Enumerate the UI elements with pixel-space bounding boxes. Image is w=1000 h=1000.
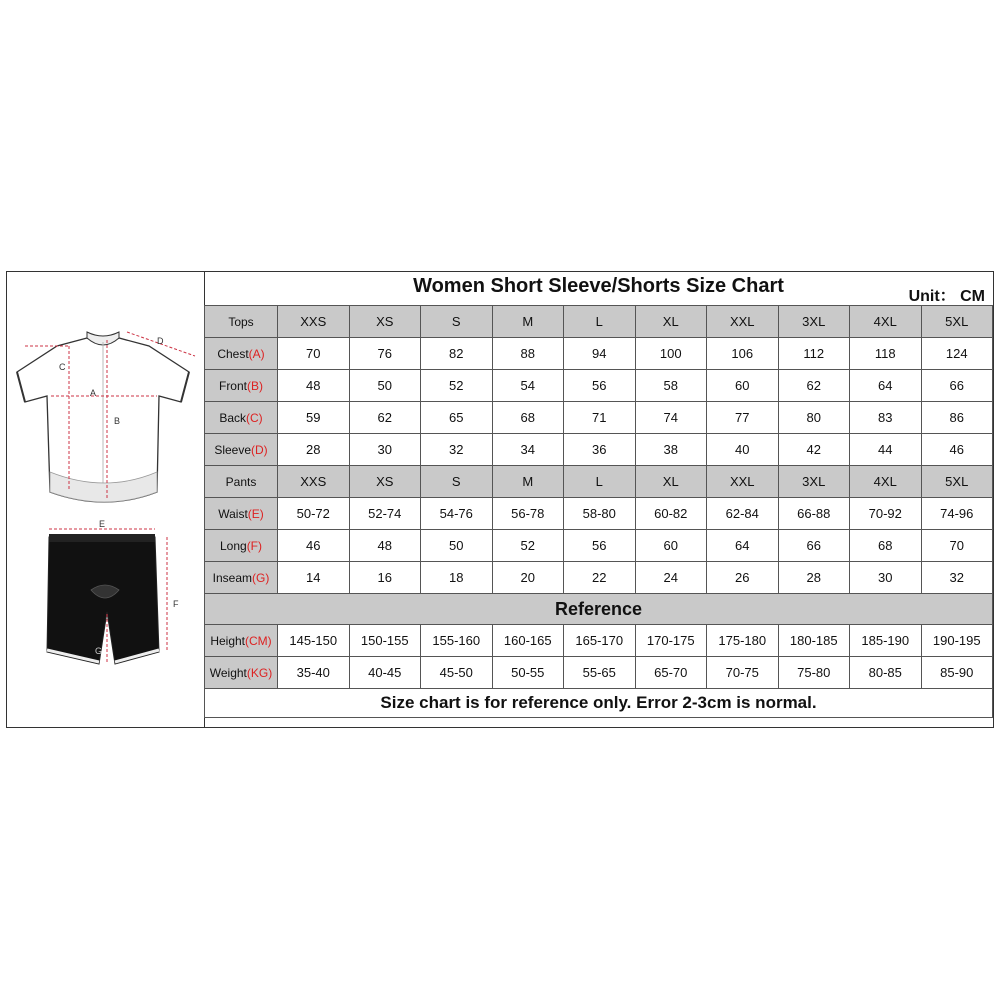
value-cell: 83 [850,402,922,434]
value-cell: 50-72 [278,498,350,530]
row-label-name: Front [218,378,247,393]
jersey-drawing [17,332,189,502]
value-cell: 65 [421,402,493,434]
value-cell: 106 [707,338,779,370]
garment-illustration [7,272,205,727]
unit-label: Unit： CM [908,288,985,305]
value-cell: 22 [564,562,636,594]
value-cell: 52-74 [349,498,421,530]
value-cell: 85-90 [921,657,993,689]
row-label [205,625,278,657]
diagram-letter-f: F [173,599,179,609]
value-cell: 74-96 [921,498,993,530]
value-cell: 46 [278,530,350,562]
value-cell: 68 [492,402,564,434]
value-cell: 80-85 [850,657,922,689]
row-label-name: Inseam [212,570,253,585]
value-cell: 60 [635,530,707,562]
diagram-letter-a: A [90,388,97,398]
title-row [204,272,993,305]
value-cell: 65-70 [635,657,707,689]
value-cell: 56 [564,530,636,562]
diagram-letter-d: D [157,336,164,346]
reference-heading: Reference [205,594,993,625]
size-header-cell: XS [349,466,421,498]
value-cell: 124 [921,338,993,370]
row-label [205,530,278,562]
value-cell: 66 [921,370,993,402]
value-cell: 36 [564,434,636,466]
value-cell: 94 [564,338,636,370]
size-header-cell: M [492,306,564,338]
value-cell: 46 [921,434,993,466]
reference-row [205,594,993,625]
row-label [205,434,278,466]
chart-title: Women Short Sleeve/Shorts Size Chart [413,275,784,297]
pants-row [205,562,993,594]
row-label [205,338,278,370]
value-cell: 58-80 [564,498,636,530]
size-header-cell: L [564,306,636,338]
value-cell: 190-195 [921,625,993,657]
value-cell: 16 [349,562,421,594]
row-label-name: Back [219,410,246,425]
value-cell: 160-165 [492,625,564,657]
value-cell: 70-75 [707,657,779,689]
value-cell: 64 [850,370,922,402]
size-header-cell: 4XL [850,466,922,498]
value-cell: 180-185 [778,625,850,657]
value-cell: 42 [778,434,850,466]
value-cell: 58 [635,370,707,402]
size-header-cell: S [421,466,493,498]
value-cell: 32 [421,434,493,466]
value-cell: 60-82 [635,498,707,530]
value-cell: 50 [421,530,493,562]
row-label-name: Long [219,538,247,553]
value-cell: 30 [349,434,421,466]
value-cell: 118 [850,338,922,370]
shorts-drawing [47,534,159,664]
row-label-tag: (KG) [246,665,273,680]
value-cell: 45-50 [421,657,493,689]
value-cell: 28 [778,562,850,594]
size-header-cell: 5XL [921,466,993,498]
value-cell: 26 [707,562,779,594]
tops-header-row [205,306,993,338]
value-cell: 18 [421,562,493,594]
size-header-cell: 3XL [778,306,850,338]
value-cell: 50 [349,370,421,402]
diagram-letter-e: E [99,519,106,529]
value-cell: 86 [921,402,993,434]
tops-header-label: Tops [205,306,278,338]
value-cell: 74 [635,402,707,434]
value-cell: 66-88 [778,498,850,530]
row-label-tag: (C) [246,410,263,425]
row-label-tag: (G) [252,570,270,585]
value-cell: 82 [421,338,493,370]
row-label [205,657,278,689]
value-cell: 150-155 [349,625,421,657]
row-label-name: Height [210,633,246,648]
row-label-name: Chest [217,346,249,361]
value-cell: 80 [778,402,850,434]
value-cell: 56-78 [492,498,564,530]
value-cell: 62-84 [707,498,779,530]
row-label-tag: (A) [248,346,265,361]
value-cell: 54 [492,370,564,402]
size-header-cell: M [492,466,564,498]
tops-row [205,338,993,370]
garment-diagram [7,272,204,727]
row-label [205,562,278,594]
size-header-cell: XXS [278,466,350,498]
value-cell: 88 [492,338,564,370]
size-header-cell: L [564,466,636,498]
value-cell: 34 [492,434,564,466]
value-cell: 175-180 [707,625,779,657]
value-cell: 68 [850,530,922,562]
size-table [204,305,993,718]
value-cell: 59 [278,402,350,434]
value-cell: 185-190 [850,625,922,657]
row-label [205,498,278,530]
diagram-letter-g: G [95,646,103,656]
value-cell: 60 [707,370,779,402]
value-cell: 77 [707,402,779,434]
size-header-cell: 3XL [778,466,850,498]
diagram-letter-b: B [114,416,121,426]
value-cell: 35-40 [278,657,350,689]
row-label-tag: (CM) [245,633,272,648]
value-cell: 38 [635,434,707,466]
value-cell: 62 [778,370,850,402]
value-cell: 70-92 [850,498,922,530]
size-header-cell: XXL [707,306,779,338]
pants-row [205,498,993,530]
value-cell: 145-150 [278,625,350,657]
footnote: Size chart is for reference only. Error 2-3cm is normal. [205,689,993,718]
value-cell: 76 [349,338,421,370]
tops-row [205,434,993,466]
size-header-cell: XL [635,306,707,338]
tops-row [205,402,993,434]
row-label-name: Weight [209,665,247,680]
value-cell: 28 [278,434,350,466]
value-cell: 50-55 [492,657,564,689]
value-cell: 66 [778,530,850,562]
tops-row [205,370,993,402]
value-cell: 70 [278,338,350,370]
pants-header-row [205,466,993,498]
value-cell: 55-65 [564,657,636,689]
value-cell: 48 [278,370,350,402]
reference-row [205,625,993,657]
size-header-cell: XL [635,466,707,498]
row-label-name: Waist [218,506,248,521]
size-header-cell: XS [349,306,421,338]
value-cell: 112 [778,338,850,370]
value-cell: 75-80 [778,657,850,689]
row-label [205,370,278,402]
row-label-tag: (F) [246,538,263,553]
reference-row [205,657,993,689]
value-cell: 70 [921,530,993,562]
value-cell: 20 [492,562,564,594]
value-cell: 71 [564,402,636,434]
pants-header-label: Pants [205,466,278,498]
value-cell: 170-175 [635,625,707,657]
row-label-tag: (E) [247,506,264,521]
value-cell: 40 [707,434,779,466]
value-cell: 48 [349,530,421,562]
size-header-cell: 5XL [921,306,993,338]
value-cell: 40-45 [349,657,421,689]
pants-row [205,530,993,562]
size-header-cell: 4XL [850,306,922,338]
size-chart [6,271,994,728]
value-cell: 30 [850,562,922,594]
value-cell: 56 [564,370,636,402]
footnote-row [205,689,993,718]
size-table-panel [204,272,993,727]
value-cell: 24 [635,562,707,594]
value-cell: 52 [492,530,564,562]
value-cell: 155-160 [421,625,493,657]
size-header-cell: XXL [707,466,779,498]
value-cell: 54-76 [421,498,493,530]
size-header-cell: S [421,306,493,338]
value-cell: 100 [635,338,707,370]
value-cell: 165-170 [564,625,636,657]
row-label-name: Sleeve [214,442,252,457]
value-cell: 14 [278,562,350,594]
diagram-letter-c: C [59,362,66,372]
size-header-cell: XXS [278,306,350,338]
value-cell: 52 [421,370,493,402]
value-cell: 32 [921,562,993,594]
row-label [205,402,278,434]
value-cell: 64 [707,530,779,562]
value-cell: 44 [850,434,922,466]
value-cell: 62 [349,402,421,434]
row-label-tag: (B) [247,378,263,393]
row-label-tag: (D) [251,442,268,457]
